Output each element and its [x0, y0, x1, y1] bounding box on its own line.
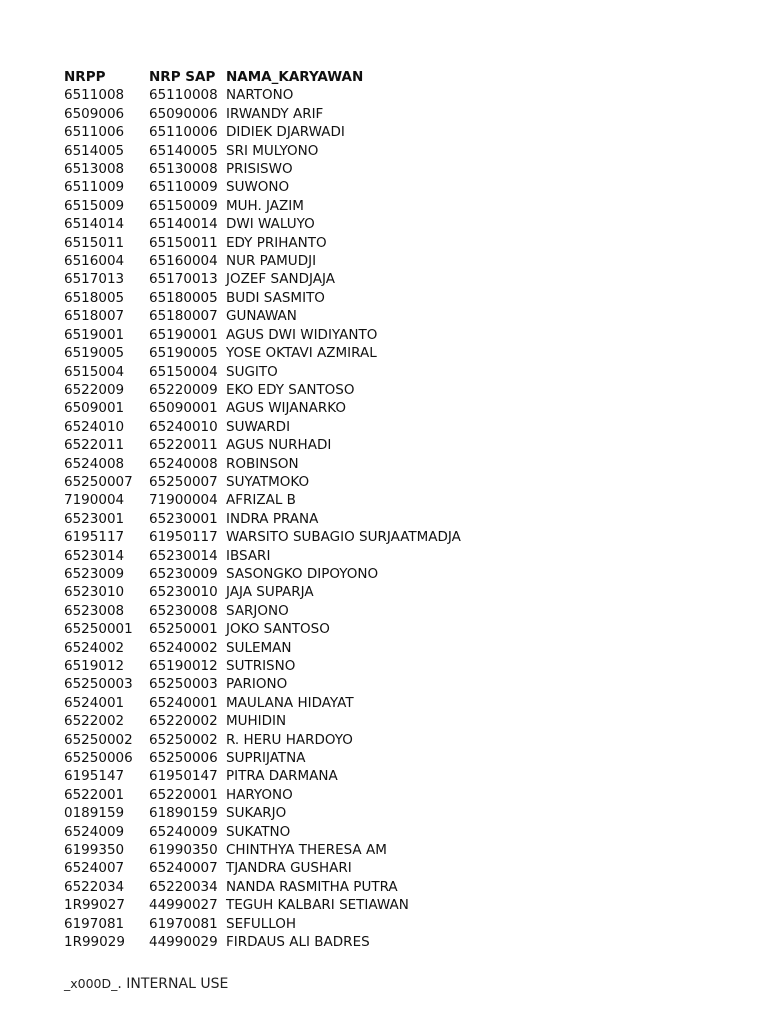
- cell-nrpp: 6519005: [64, 345, 125, 362]
- cell-nrpp: 6516004: [64, 253, 125, 270]
- cell-nrpp: 6519001: [64, 326, 125, 343]
- cell-nrp-sap: 65170013: [149, 271, 218, 288]
- cell-nrp-sap: 65090006: [149, 105, 218, 122]
- table-row: [64, 583, 626, 601]
- cell-nrp-sap: 71900004: [149, 492, 218, 509]
- cell-nrpp: 6517013: [64, 271, 125, 288]
- table-row: [64, 252, 626, 270]
- table-row: [64, 399, 626, 417]
- table-header-row: [64, 68, 626, 86]
- cell-nrp-sap: 65230001: [149, 510, 218, 527]
- table-row: [64, 565, 626, 583]
- cell-nrp-sap: 65220002: [149, 713, 218, 730]
- cell-nrpp: 6524007: [64, 860, 125, 877]
- cell-nrp-sap: 44990029: [149, 934, 218, 951]
- cell-nrp-sap: 65250001: [149, 621, 218, 638]
- cell-nrpp: 6518005: [64, 289, 125, 306]
- cell-nrpp: 6519012: [64, 658, 125, 674]
- cell-nrpp: 6522009: [64, 381, 125, 398]
- employee-table: [64, 68, 626, 952]
- cell-nrpp: 6523010: [64, 584, 125, 601]
- cell-nama-karyawan: TEGUH KALBARI SETIAWAN: [226, 897, 409, 914]
- table-row: [64, 915, 626, 933]
- cell-nrpp: 6523001: [64, 510, 125, 527]
- table-row: [64, 510, 626, 528]
- cell-nama-karyawan: SRI MULYONO: [226, 142, 319, 159]
- cell-nrp-sap: 65220009: [149, 381, 218, 398]
- cell-nama-karyawan: AGUS NURHADI: [226, 437, 332, 454]
- cell-nrp-sap: 61990350: [149, 842, 218, 859]
- table-row: [64, 491, 626, 509]
- cell-nama-karyawan: MAULANA HIDAYAT: [226, 694, 354, 711]
- cell-nama-karyawan: BUDI SASMITO: [226, 289, 325, 306]
- cell-nrp-sap: 65250003: [149, 676, 218, 693]
- cell-nama-karyawan: SUKATNO: [226, 823, 291, 840]
- cell-nama-karyawan: MUH. JAZIM: [226, 197, 304, 214]
- cell-nama-karyawan: NARTONO: [226, 87, 294, 104]
- cell-nama-karyawan: INDRA PRANA: [226, 510, 319, 527]
- cell-nrpp: 65250006: [64, 750, 133, 767]
- cell-nrpp: 6514005: [64, 142, 125, 159]
- table-row: [64, 344, 626, 362]
- table-row: [64, 473, 626, 491]
- table-row: [64, 712, 626, 730]
- cell-nrp-sap: 65220034: [149, 878, 218, 895]
- cell-nrp-sap: 65130008: [149, 161, 218, 178]
- cell-nama-karyawan: SUKARJO: [226, 805, 287, 822]
- cell-nama-karyawan: AGUS DWI WIDIYANTO: [226, 326, 378, 343]
- table-row: [64, 270, 626, 288]
- table-row: [64, 86, 626, 104]
- cell-nrpp: 6514014: [64, 216, 125, 233]
- table-row: [64, 547, 626, 565]
- cell-nama-karyawan: SARJONO: [226, 602, 289, 619]
- table-row: [64, 694, 626, 712]
- cell-nrp-sap: 65140014: [149, 216, 218, 233]
- cell-nrp-sap: 65190005: [149, 345, 218, 362]
- cell-nrp-sap: 44990027: [149, 897, 218, 914]
- table-row: [64, 639, 626, 657]
- cell-nrp-sap: 65250007: [149, 473, 218, 490]
- cell-nrpp: 0189159: [64, 805, 125, 822]
- table-row: [64, 197, 626, 215]
- table-row: [64, 363, 626, 381]
- table-row: [64, 455, 626, 473]
- cell-nrp-sap: 65230009: [149, 565, 218, 582]
- cell-nrp-sap: 65250006: [149, 750, 218, 767]
- cell-nrpp: 1R99029: [64, 934, 125, 951]
- column-header-nrpp: NRPP: [64, 69, 106, 85]
- cell-nrpp: 6511006: [64, 124, 125, 141]
- table-row: [64, 878, 626, 896]
- table-row: [64, 657, 626, 675]
- cell-nrp-sap: 65230014: [149, 547, 218, 564]
- cell-nrp-sap: 65180007: [149, 308, 218, 325]
- table-row: [64, 859, 626, 877]
- cell-nrpp: 6195117: [64, 529, 125, 546]
- cell-nrpp: 6523008: [64, 602, 125, 619]
- table-row: [64, 767, 626, 785]
- table-header: [64, 68, 626, 86]
- cell-nrpp: 6522034: [64, 878, 125, 895]
- cell-nrp-sap: 65250002: [149, 731, 218, 748]
- cell-nrpp: 6511008: [64, 87, 125, 104]
- table-row: [64, 289, 626, 307]
- cell-nrpp: 6522002: [64, 713, 125, 730]
- cell-nama-karyawan: R. HERU HARDOYO: [226, 731, 353, 748]
- cell-nama-karyawan: EKO EDY SANTOSO: [226, 381, 355, 398]
- cell-nama-karyawan: DWI WALUYO: [226, 216, 315, 233]
- cell-nama-karyawan: NUR PAMUDJI: [226, 253, 317, 270]
- cell-nama-karyawan: GUNAWAN: [226, 308, 297, 325]
- footer-classification-label: . INTERNAL USE: [117, 976, 229, 992]
- cell-nrp-sap: 65110009: [149, 179, 218, 196]
- cell-nama-karyawan: AGUS WIJANARKO: [226, 400, 346, 417]
- cell-nama-karyawan: EDY PRIHANTO: [226, 234, 327, 251]
- cell-nrp-sap: 65240010: [149, 418, 218, 435]
- cell-nrp-sap: 65190012: [149, 658, 218, 674]
- cell-nrp-sap: 65240007: [149, 860, 218, 877]
- footer-code: _x000D_: [64, 976, 118, 991]
- table-row: [64, 142, 626, 160]
- table-row: [64, 528, 626, 546]
- table-row: [64, 786, 626, 804]
- table-row: [64, 749, 626, 767]
- page-footer: [64, 976, 228, 992]
- cell-nrp-sap: 65150009: [149, 197, 218, 214]
- cell-nama-karyawan: SUYATMOKO: [226, 473, 310, 490]
- cell-nrpp: 6197081: [64, 915, 125, 932]
- table-row: [64, 123, 626, 141]
- cell-nrp-sap: 61890159: [149, 805, 218, 822]
- table-row: [64, 381, 626, 399]
- cell-nrp-sap: 65110006: [149, 124, 218, 141]
- cell-nama-karyawan: MUHIDIN: [226, 713, 287, 730]
- table-body: [64, 86, 626, 951]
- cell-nrpp: 6524001: [64, 694, 125, 711]
- cell-nrpp: 6523014: [64, 547, 125, 564]
- cell-nama-karyawan: ROBINSON: [226, 455, 299, 472]
- table-row: [64, 896, 626, 914]
- cell-nrp-sap: 65150011: [149, 234, 218, 251]
- table-row: [64, 436, 626, 454]
- cell-nrpp: 6195147: [64, 768, 125, 785]
- cell-nrpp: 6513008: [64, 161, 125, 178]
- cell-nrpp: 6522011: [64, 437, 125, 454]
- cell-nama-karyawan: SUPRIJATNA: [226, 750, 306, 767]
- cell-nrpp: 6518007: [64, 308, 125, 325]
- cell-nrpp: 6522001: [64, 786, 125, 803]
- cell-nama-karyawan: TJANDRA GUSHARI: [226, 860, 352, 877]
- cell-nama-karyawan: DIDIEK DJARWADI: [226, 124, 345, 141]
- cell-nama-karyawan: JOKO SANTOSO: [226, 621, 330, 638]
- cell-nrp-sap: 65110008: [149, 87, 218, 104]
- cell-nrpp: 6524002: [64, 639, 125, 656]
- cell-nrpp: 6524010: [64, 418, 125, 435]
- cell-nama-karyawan: SUTRISNO: [226, 658, 296, 674]
- cell-nrpp: 6509006: [64, 105, 125, 122]
- table-row: [64, 105, 626, 123]
- cell-nama-karyawan: NANDA RASMITHA PUTRA: [226, 878, 398, 895]
- table-row: [64, 178, 626, 196]
- table-row: [64, 804, 626, 822]
- column-header-nama-karyawan: NAMA_KARYAWAN: [226, 69, 364, 85]
- cell-nrp-sap: 65240008: [149, 455, 218, 472]
- cell-nrpp: 7190004: [64, 492, 125, 509]
- cell-nrp-sap: 65090001: [149, 400, 218, 417]
- table-row: [64, 307, 626, 325]
- cell-nrp-sap: 65180005: [149, 289, 218, 306]
- cell-nrp-sap: 65160004: [149, 253, 218, 270]
- cell-nrp-sap: 61950117: [149, 529, 218, 546]
- table-row: [64, 823, 626, 841]
- table-row: [64, 215, 626, 233]
- table-row: [64, 234, 626, 252]
- cell-nama-karyawan: SULEMAN: [226, 639, 292, 656]
- cell-nrpp: 6511009: [64, 179, 125, 196]
- table-row: [64, 326, 626, 344]
- cell-nama-karyawan: PITRA DARMANA: [226, 768, 338, 785]
- cell-nrpp: 65250007: [64, 473, 133, 490]
- cell-nama-karyawan: CHINTHYA THERESA AM: [226, 842, 387, 859]
- cell-nama-karyawan: JAJA SUPARJA: [226, 584, 314, 601]
- cell-nrpp: 6515009: [64, 197, 125, 214]
- cell-nama-karyawan: WARSITO SUBAGIO SURJAATMADJA: [226, 529, 461, 546]
- table-row: [64, 675, 626, 693]
- cell-nama-karyawan: SUWONO: [226, 179, 290, 196]
- employee-list-sheet: [64, 68, 704, 952]
- cell-nama-karyawan: IRWANDY ARIF: [226, 105, 324, 122]
- table-row: [64, 731, 626, 749]
- cell-nrpp: 65250002: [64, 731, 133, 748]
- cell-nrpp: 6509001: [64, 400, 125, 417]
- cell-nrp-sap: 65220011: [149, 437, 218, 454]
- cell-nama-karyawan: JOZEF SANDJAJA: [226, 271, 335, 288]
- table-row: [64, 160, 626, 178]
- cell-nrpp: 6523009: [64, 565, 125, 582]
- cell-nrp-sap: 65240002: [149, 639, 218, 656]
- table-row: [64, 933, 626, 951]
- cell-nama-karyawan: AFRIZAL B: [226, 492, 296, 509]
- cell-nama-karyawan: YOSE OKTAVI AZMIRAL: [226, 345, 377, 362]
- cell-nrpp: 6515004: [64, 363, 125, 380]
- cell-nrp-sap: 61950147: [149, 768, 218, 785]
- cell-nrp-sap: 65240009: [149, 823, 218, 840]
- cell-nrp-sap: 65230010: [149, 584, 218, 601]
- column-header-nrp-sap: NRP SAP: [149, 69, 216, 85]
- cell-nama-karyawan: PRISISWO: [226, 161, 293, 178]
- table-row: [64, 602, 626, 620]
- cell-nrp-sap: 65140005: [149, 142, 218, 159]
- cell-nrp-sap: 61970081: [149, 915, 218, 932]
- table-row: [64, 841, 626, 859]
- cell-nrpp: 1R99027: [64, 897, 125, 914]
- cell-nrp-sap: 65190001: [149, 326, 218, 343]
- cell-nama-karyawan: SASONGKO DIPOYONO: [226, 565, 379, 582]
- cell-nrpp: 65250003: [64, 676, 133, 693]
- cell-nama-karyawan: SUWARDI: [226, 418, 291, 435]
- cell-nrp-sap: 65220001: [149, 786, 218, 803]
- cell-nama-karyawan: FIRDAUS ALI BADRES: [226, 934, 370, 951]
- cell-nama-karyawan: IBSARI: [226, 547, 271, 564]
- cell-nrp-sap: 65150004: [149, 363, 218, 380]
- cell-nama-karyawan: PARIONO: [226, 676, 288, 693]
- cell-nrp-sap: 65230008: [149, 602, 218, 619]
- cell-nrpp: 6524008: [64, 455, 125, 472]
- cell-nrpp: 6524009: [64, 823, 125, 840]
- cell-nama-karyawan: HARYONO: [226, 786, 293, 803]
- cell-nama-karyawan: SEFULLOH: [226, 915, 297, 932]
- cell-nama-karyawan: SUGITO: [226, 363, 278, 380]
- cell-nrpp: 6515011: [64, 234, 125, 251]
- cell-nrpp: 65250001: [64, 621, 133, 638]
- table-row: [64, 620, 626, 638]
- table-row: [64, 418, 626, 436]
- cell-nrp-sap: 65240001: [149, 694, 218, 711]
- cell-nrpp: 6199350: [64, 842, 125, 859]
